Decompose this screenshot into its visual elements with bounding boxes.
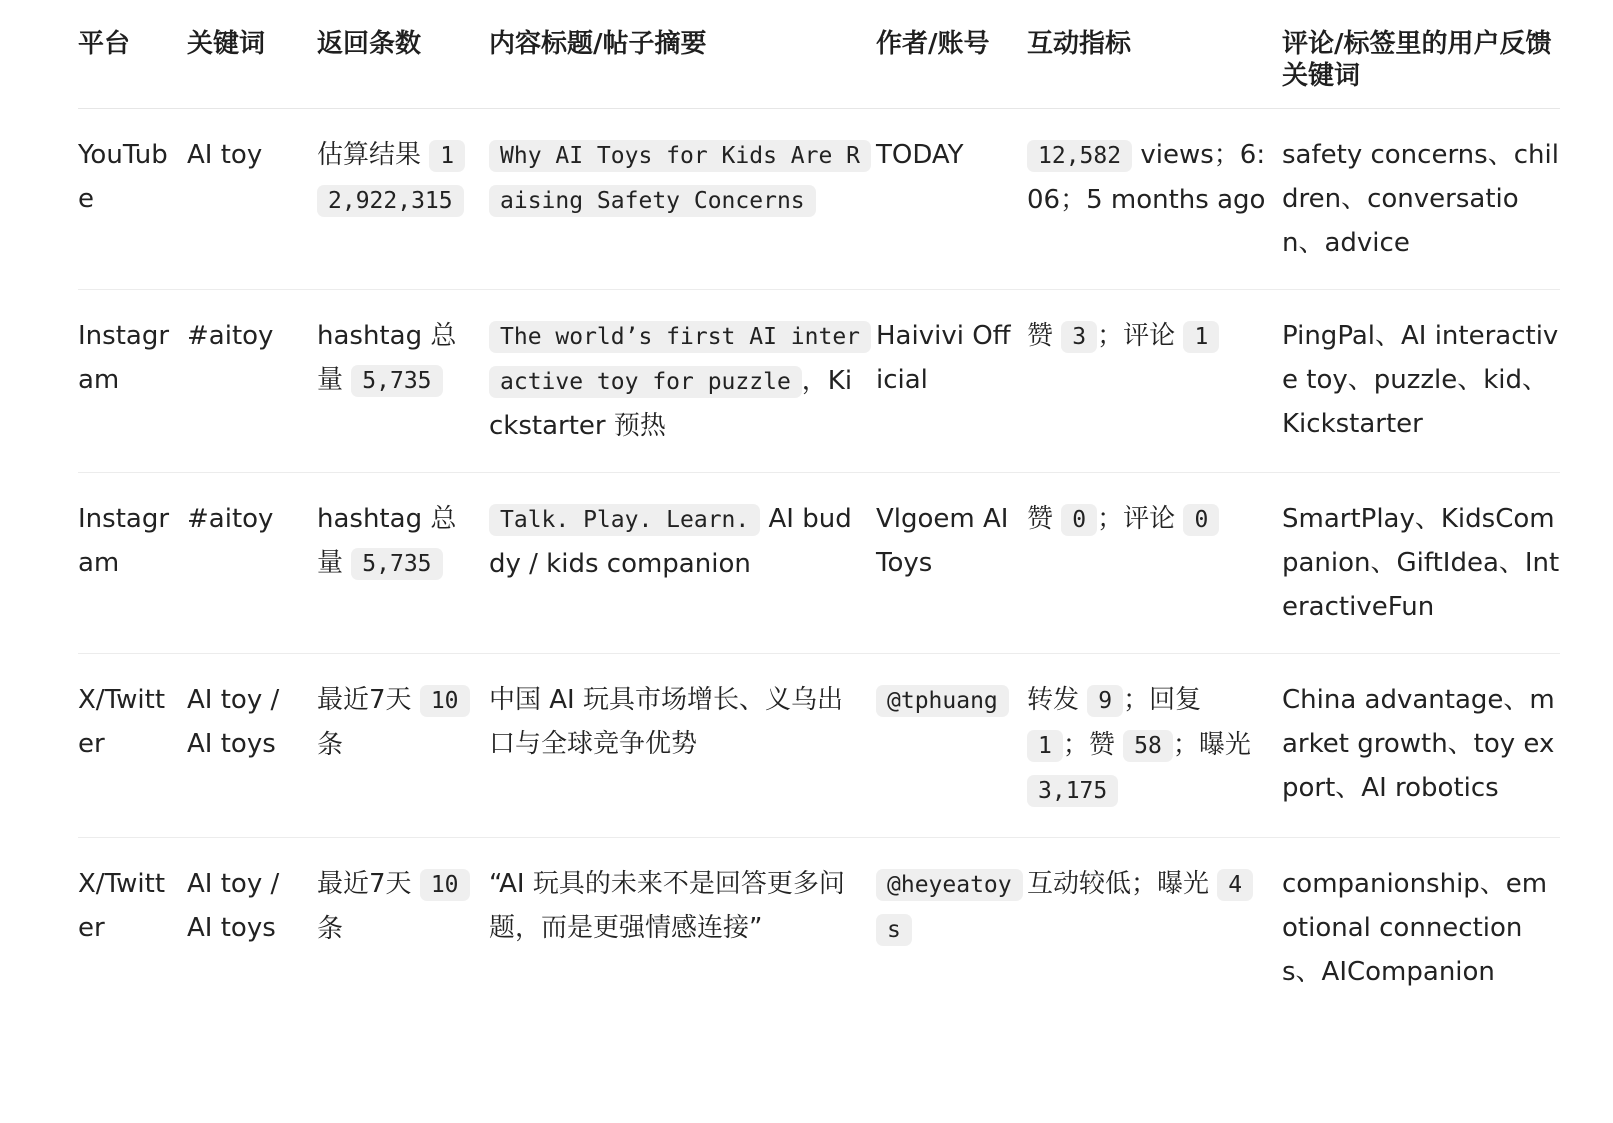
- cell-metrics: [1027, 290, 1282, 473]
- header-metrics: 互动指标: [1027, 28, 1282, 109]
- metrics-sep: ；: [1097, 504, 1124, 534]
- like-code: 3: [1061, 321, 1097, 353]
- views-code: 12,582: [1027, 140, 1132, 172]
- impression-code: 4: [1217, 869, 1253, 901]
- comment-label: 评论: [1123, 321, 1176, 351]
- cell-platform: Instagram: [78, 473, 187, 654]
- table-row: [78, 290, 1560, 473]
- table-row: [78, 109, 1560, 290]
- reply-code: 1: [1027, 730, 1063, 762]
- count-code: 5,735: [351, 548, 442, 580]
- count-label: 最近7天: [317, 869, 412, 899]
- table-header-row: [78, 28, 1560, 109]
- cell-author: Vlgoem AI Toys: [876, 473, 1027, 654]
- cell-count: [317, 838, 489, 1019]
- cell-platform: X/Twitter: [78, 869, 166, 943]
- metrics-text: views；6:06；5 months ago: [1027, 140, 1266, 215]
- cell-count: [317, 109, 489, 290]
- table-row: [78, 654, 1560, 838]
- impression-code: 3,175: [1027, 775, 1118, 807]
- count-suffix: 条: [317, 730, 344, 760]
- cell-title: “AI 玩具的未来不是回答更多问题，而是更强情感连接”: [489, 869, 845, 943]
- title-text: ，Kickstarter 预热: [489, 366, 853, 441]
- comment-label: 评论: [1123, 504, 1176, 534]
- header-count: 返回条数: [317, 28, 489, 109]
- header-platform: 平台: [78, 28, 187, 109]
- impression-label: ；曝光: [1172, 730, 1251, 760]
- metrics-sep: ；: [1097, 321, 1124, 351]
- like-label: ；赞: [1062, 730, 1115, 760]
- title-code: Why AI Toys for Kids Are Raising Safety Concerns: [489, 140, 871, 217]
- cell-count: [317, 473, 489, 654]
- metrics-text: 互动较低；曝光: [1027, 869, 1210, 899]
- cell-keyword: #aitoy: [187, 290, 317, 473]
- count-label: hashtag 总量: [317, 321, 457, 395]
- cell-author: Haivivi Official: [876, 290, 1027, 473]
- cell-feedback: SmartPlay、KidsCompanion、GiftIdea、InteractiveFun: [1282, 473, 1560, 654]
- count-code: 12,922,315: [317, 140, 465, 217]
- cell-title: [489, 109, 876, 290]
- count-code: 10: [420, 685, 470, 717]
- cell-metrics: [1027, 838, 1282, 1019]
- title-code: Talk. Play. Learn.: [489, 504, 760, 536]
- count-label: hashtag 总量: [317, 504, 457, 578]
- cell-title: [489, 473, 876, 654]
- count-suffix: 条: [317, 914, 344, 944]
- cell-feedback: PingPal、AI interactive toy、puzzle、kid、Kickstarter: [1282, 290, 1560, 473]
- count-label: 估算结果: [317, 140, 422, 170]
- cell-author: TODAY: [876, 109, 1027, 290]
- cell-feedback: companionship、emotional connections、AICompanion: [1282, 869, 1548, 987]
- cell-keyword: AI toy / AI toys: [187, 869, 280, 943]
- cell-title: [489, 290, 876, 473]
- repost-code: 9: [1087, 685, 1123, 717]
- cell-feedback: safety concerns、children、conversation、advice: [1282, 109, 1560, 290]
- header-author: 作者/账号: [876, 28, 1027, 109]
- reply-label: ；回复: [1123, 685, 1202, 715]
- cell-author: [876, 654, 1027, 838]
- cell-count: [317, 654, 489, 838]
- table-row: [78, 473, 1560, 654]
- count-code: 5,735: [351, 365, 442, 397]
- cell-platform: Instagram: [78, 290, 187, 473]
- cell-platform: X/Twitter: [78, 654, 187, 838]
- like-label: 赞: [1027, 504, 1054, 534]
- results-table: [78, 28, 1560, 1018]
- header-feedback: 评论/标签里的用户反馈关键词: [1282, 28, 1560, 109]
- repost-label: 转发: [1027, 685, 1080, 715]
- cell-count: [317, 290, 489, 473]
- title-code: The world’s first AI interactive toy for puzzle: [489, 321, 871, 398]
- like-code: 0: [1061, 504, 1097, 536]
- cell-title: 中国 AI 玩具市场增长、义乌出口与全球竞争优势: [489, 654, 876, 838]
- like-code: 58: [1123, 730, 1173, 762]
- results-table-container: [78, 28, 1560, 1018]
- comment-code: 1: [1183, 321, 1219, 353]
- cell-metrics: [1027, 109, 1282, 290]
- cell-author: [876, 838, 1027, 1019]
- header-title: 内容标题/帖子摘要: [489, 28, 876, 109]
- cell-platform: YouTube: [78, 109, 187, 290]
- table-row: [78, 838, 1560, 1019]
- count-label: 最近7天: [317, 685, 412, 715]
- author-code: @heyeatoys: [876, 869, 1023, 946]
- cell-keyword: #aitoy: [187, 473, 317, 654]
- title-text: AI buddy / kids companion: [489, 504, 852, 579]
- author-code: @tphuang: [876, 685, 1009, 717]
- cell-keyword: AI toy: [187, 109, 317, 290]
- header-keyword: 关键词: [187, 28, 317, 109]
- cell-metrics: [1027, 654, 1282, 838]
- comment-code: 0: [1183, 504, 1219, 536]
- cell-keyword: AI toy / AI toys: [187, 654, 317, 838]
- count-code: 10: [420, 869, 470, 901]
- like-label: 赞: [1027, 321, 1054, 351]
- cell-feedback: China advantage、market growth、toy export、AI robotics: [1282, 654, 1560, 838]
- cell-metrics: [1027, 473, 1282, 654]
